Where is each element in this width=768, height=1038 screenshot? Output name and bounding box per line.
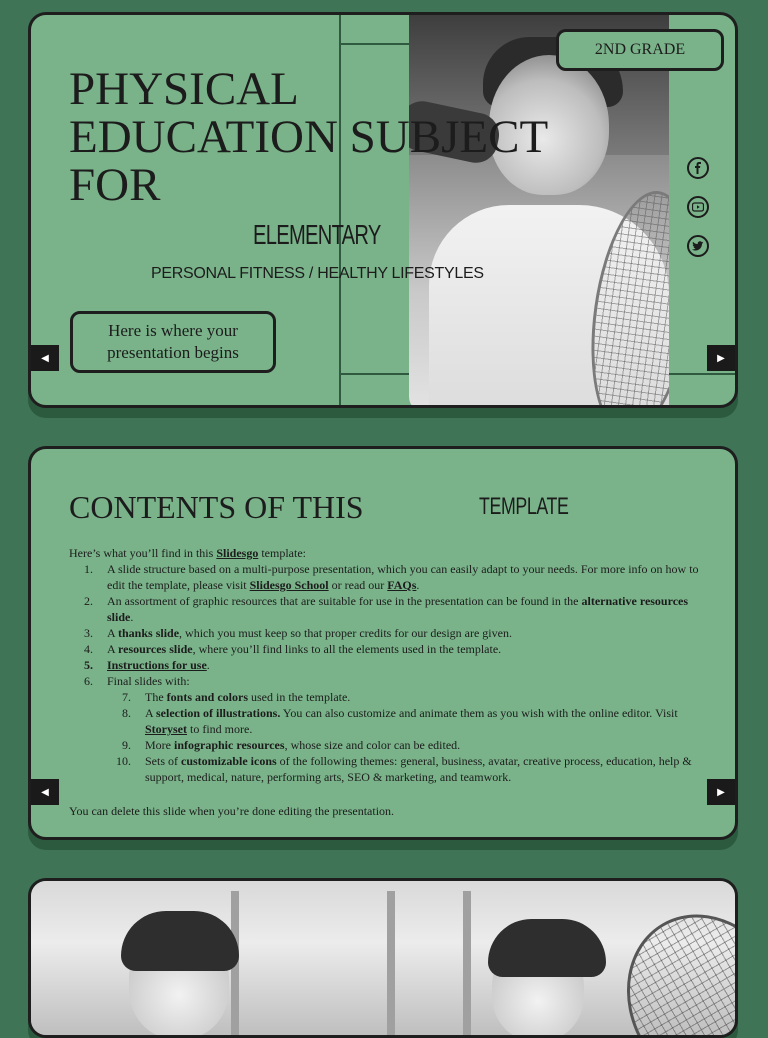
next-slide-button[interactable]: ▶	[707, 345, 735, 371]
page-title: PHYSICAL EDUCATION SUBJECT FOR	[69, 63, 549, 211]
list-item: 3. A thanks slide, which you must keep so that proper credits for our design are given.	[84, 626, 512, 640]
next-slide-button[interactable]: ▶	[707, 779, 735, 805]
contents-intro: Here’s what you’ll find in this Slidesgo template:	[69, 546, 306, 560]
slidesgo-link[interactable]: Slidesgo	[216, 546, 259, 560]
list-item: 6. Final slides with:	[84, 674, 190, 688]
slide-photo	[28, 878, 738, 1038]
presentation-begins-box: Here is where your presentation begins	[70, 311, 276, 373]
slide-contents	[28, 446, 738, 840]
list-item: 4. A resources slide, where you’ll find links to all the elements used in the template.	[84, 642, 502, 656]
list-subitem: 9. More infographic resources, whose size and color can be edited.	[122, 738, 461, 752]
subtitle-elementary: ELEMENTARY	[253, 219, 381, 250]
instructions-link[interactable]: Instructions for use	[107, 658, 207, 672]
prev-slide-button[interactable]: ◀	[31, 779, 59, 805]
storyset-link[interactable]: Storyset	[145, 722, 187, 736]
grade-badge: 2ND GRADE	[556, 29, 724, 71]
divider-line	[339, 373, 409, 375]
list-item: 5. Instructions for use.	[84, 658, 210, 672]
contents-body	[69, 545, 709, 819]
contents-footer: You can delete this slide when you’re done editing the presentation.	[69, 804, 395, 818]
subtitle-line: PERSONAL FITNESS / HEALTHY LIFESTYLES	[151, 265, 484, 282]
list-subitem: 8. A selection of illustrations. You can also customize and animate them as you wish with the online editor. Visit Storyset to find more.	[122, 706, 678, 736]
contents-title: CONTENTS OF THIS	[69, 489, 364, 525]
youtube-icon[interactable]	[687, 196, 709, 218]
list-item: 1. A slide structure based on a multi-purpose presentation, which you can easily adapt to your needs. For more info on how to edit the template, please visit Slidesgo School or read our FAQs.	[84, 562, 699, 592]
list-item: 2. An assortment of graphic resources that are suitable for use in the presentation can be found in the alternative resources slide.	[84, 594, 689, 624]
slidesgo-school-link[interactable]: Slidesgo School	[249, 578, 329, 592]
list-subitem: 7. The fonts and colors used in the template.	[122, 690, 351, 704]
divider-line	[669, 373, 738, 375]
prev-slide-button[interactable]: ◀	[31, 345, 59, 371]
slide-title	[28, 12, 738, 408]
faqs-link[interactable]: FAQs	[387, 578, 417, 592]
contents-title-template: TEMPLATE	[479, 493, 569, 520]
divider-line	[339, 43, 409, 45]
two-boys-tennis-photo	[31, 881, 735, 1035]
facebook-icon[interactable]	[687, 157, 709, 179]
list-subitem: 10. Sets of customizable icons of the following themes: general, business, avatar, creative process, education, help & support, medical, nature, performing arts, SEO & marketing, and teamwork.	[116, 754, 692, 784]
twitter-icon[interactable]	[687, 235, 709, 257]
